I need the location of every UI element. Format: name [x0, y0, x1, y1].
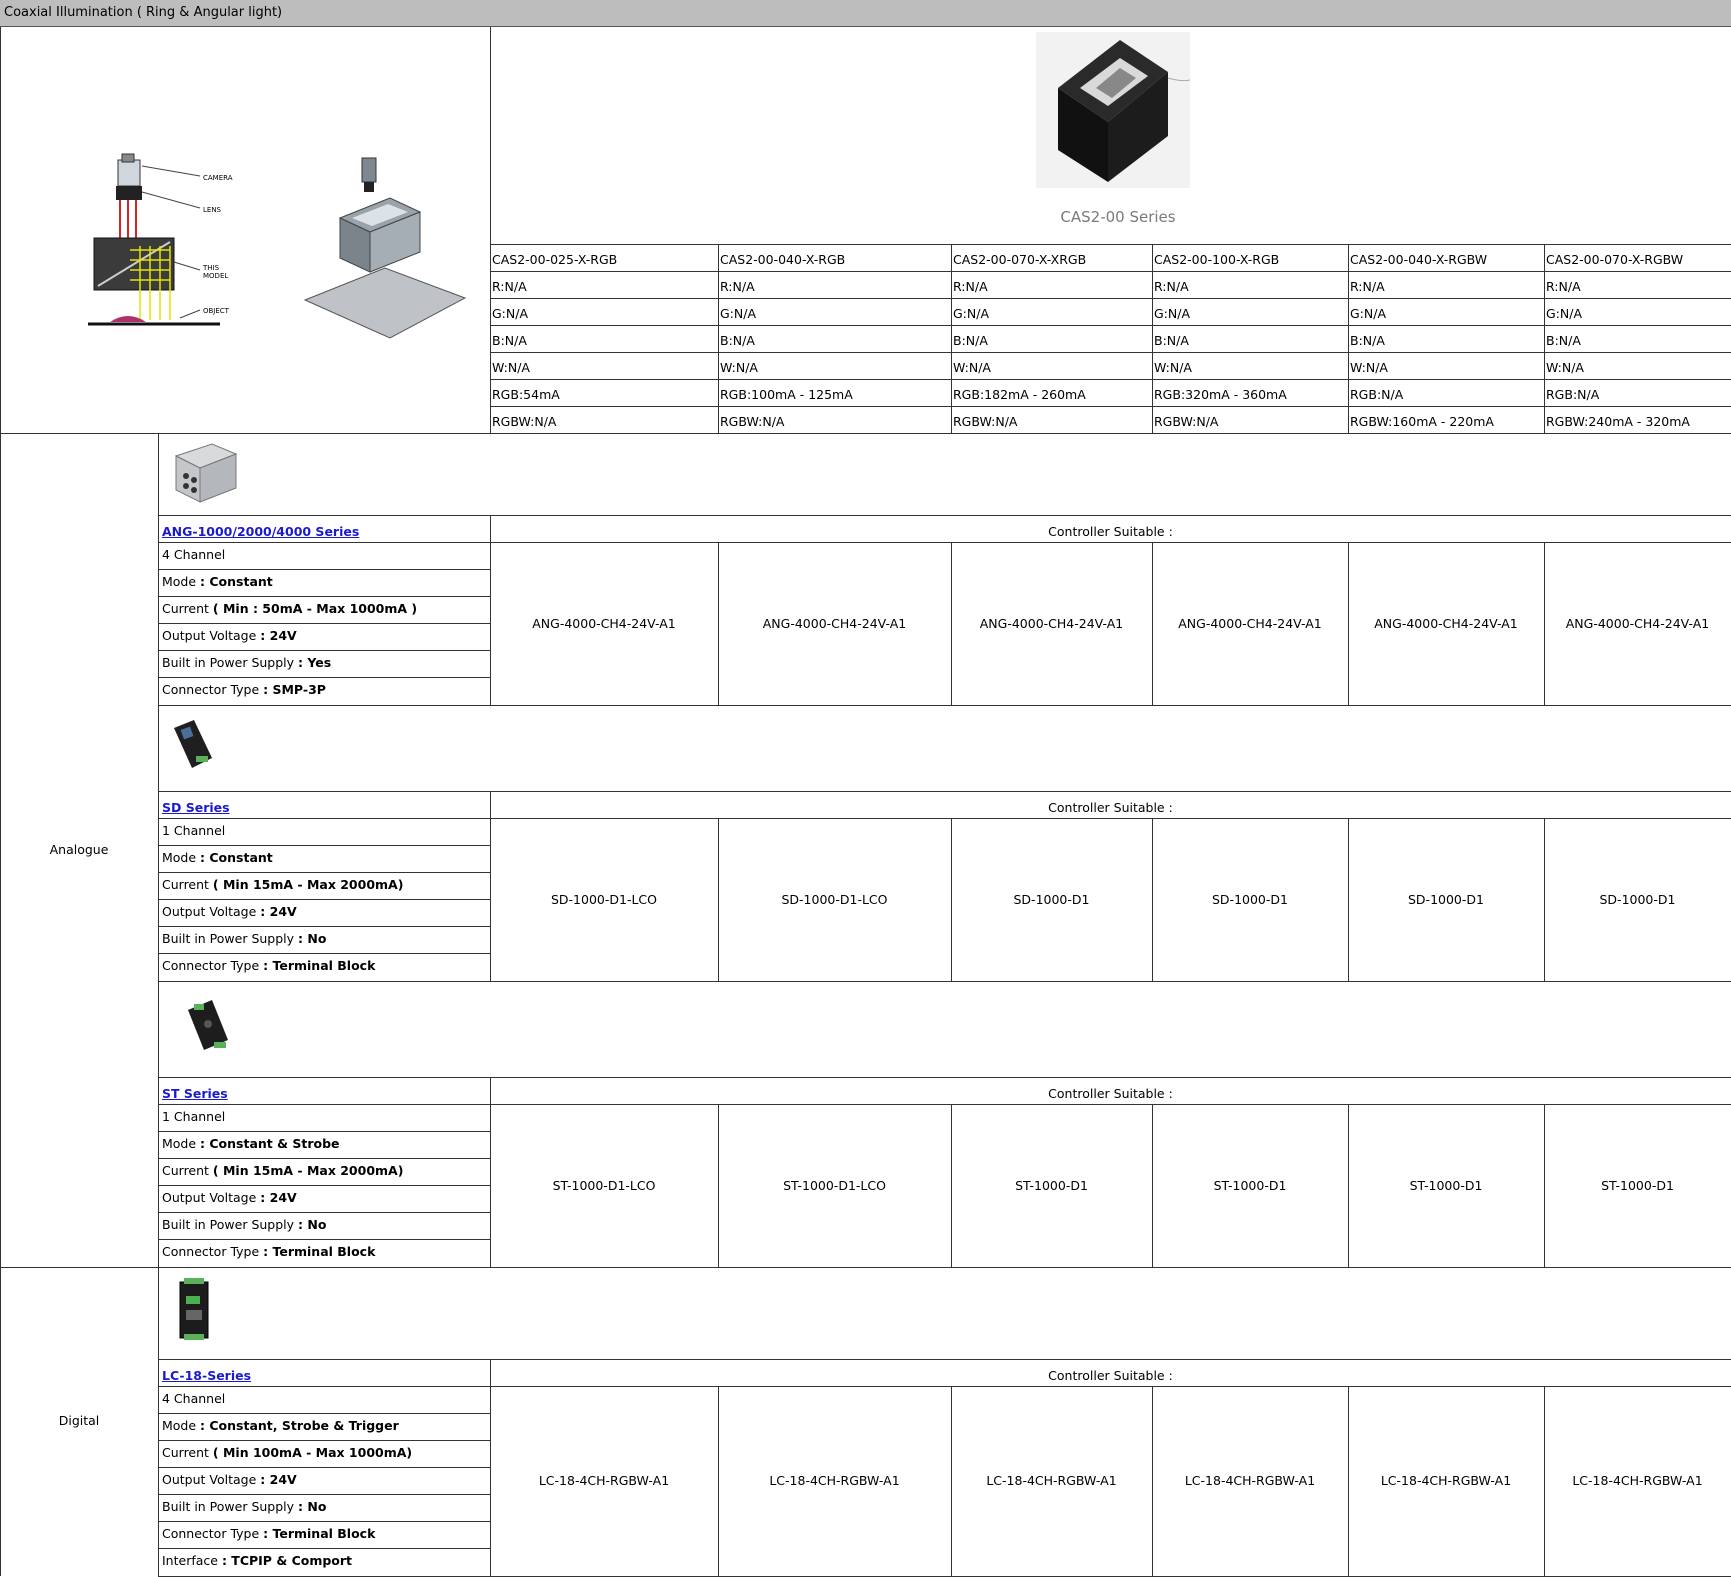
product-spec-cell: B:N/A — [1350, 333, 1385, 348]
grid-line-h — [158, 623, 490, 624]
product-spec-cell: CAS2-00-070-X-XRGB — [953, 252, 1087, 267]
controller-suitable-label: Controller Suitable : — [1048, 524, 1173, 539]
controller-suitable-label: Controller Suitable : — [1048, 1086, 1173, 1101]
grid-line-h — [158, 569, 490, 570]
product-spec-cell: G:N/A — [953, 306, 990, 321]
grid-line-h — [158, 705, 1731, 706]
spec-row — [160, 1473, 490, 1487]
grid-line-v — [490, 1077, 491, 1267]
spec-row — [160, 1110, 490, 1124]
label-lens: LENS — [203, 206, 222, 214]
spec-row — [160, 1419, 490, 1433]
spec-row — [160, 1500, 490, 1514]
product-spec-cell: R:N/A — [492, 279, 527, 294]
grid-line-h — [158, 981, 1731, 982]
spec-label: 1 Channel — [162, 1109, 226, 1124]
grid-line-h — [158, 1239, 490, 1240]
controller-model-cell: ST-1000-D1-LCO — [783, 1177, 886, 1193]
spec-label: Output Voltage — [162, 1190, 261, 1205]
spec-value: : Terminal Block — [263, 1244, 376, 1259]
group-digital: Digital — [58, 1413, 100, 1428]
product-spec-cell: CAS2-00-100-X-RGB — [1154, 252, 1280, 267]
spec-label: Connector Type — [162, 1526, 264, 1541]
spec-row — [160, 602, 490, 616]
controller-model-cell: LC-18-4CH-RGBW-A1 — [1184, 1473, 1316, 1488]
grid-line-h — [0, 433, 1731, 434]
controller-model-cell: ANG-4000-CH4-24V-A1 — [762, 615, 907, 631]
grid-line-h — [158, 1494, 490, 1495]
spec-value: : No — [298, 1217, 327, 1232]
controller-model-cell: ST-1000-D1 — [1409, 1177, 1483, 1193]
spec-row — [160, 1164, 490, 1178]
grid-line-h — [158, 1185, 490, 1186]
isometric-illustration — [305, 158, 465, 338]
spec-row — [160, 905, 490, 919]
spec-row — [160, 575, 490, 589]
controller-suitable-label: Controller Suitable : — [1048, 800, 1173, 815]
spec-row — [160, 878, 490, 892]
product-spec-cell: R:N/A — [1350, 279, 1385, 294]
spec-row — [160, 851, 490, 865]
controller-model-cell: SD-1000-D1 — [1408, 891, 1484, 907]
controller-model-cell: LC-18-4CH-RGBW-A1 — [986, 1473, 1117, 1488]
spec-label: Built in Power Supply — [162, 1499, 299, 1514]
grid-line-h — [158, 818, 1731, 819]
grid-line-h — [158, 1104, 1731, 1105]
controller-model-cell: ANG-4000-CH4-24V-A1 — [979, 615, 1124, 631]
product-spec-cell: RGBW:N/A — [953, 414, 1018, 429]
grid-line-v — [490, 791, 491, 981]
product-spec-cell: RGB:N/A — [1546, 387, 1600, 402]
grid-line-h — [158, 596, 490, 597]
spec-value: ( Min 100mA - Max 1000mA) — [212, 1445, 413, 1460]
product-spec-cell: CAS2-00-040-X-RGBW — [1350, 252, 1488, 267]
series-link[interactable]: SD Series — [162, 800, 230, 815]
product-spec-cell: RGB:N/A — [1350, 387, 1404, 402]
product-spec-cell: CAS2-00-025-X-RGB — [492, 252, 618, 267]
spec-row — [160, 629, 490, 643]
grid-line-h — [158, 1267, 1731, 1268]
sd-controller-photo — [168, 716, 216, 772]
controller-model-cell: LC-18-4CH-RGBW-A1 — [769, 1473, 900, 1488]
ang-controller-photo — [172, 442, 240, 504]
product-spec-cell: B:N/A — [720, 333, 755, 348]
spec-value: : No — [298, 1499, 327, 1514]
spec-row — [160, 1218, 490, 1232]
product-spec-cell: W:N/A — [1546, 360, 1584, 375]
product-spec-cell: R:N/A — [953, 279, 988, 294]
series-caption: CAS2-00 Series — [1060, 208, 1176, 226]
label-this-model-1: THIS — [203, 264, 220, 272]
controller-model-cell: LC-18-4CH-RGBW-A1 — [538, 1473, 670, 1488]
grid-line-h — [158, 1359, 1731, 1360]
product-spec-cell: G:N/A — [1546, 306, 1583, 321]
spec-label: Mode — [162, 574, 201, 589]
product-spec-cell: W:N/A — [492, 360, 530, 375]
controller-model-cell: SD-1000-D1-LCO — [781, 891, 888, 907]
controller-model-cell: LC-18-4CH-RGBW-A1 — [1572, 1473, 1703, 1488]
product-spec-cell: RGBW:160mA - 220mA — [1350, 414, 1494, 429]
grid-line-h — [158, 1077, 1731, 1078]
spec-row — [160, 1137, 490, 1151]
grid-line-h — [158, 1413, 490, 1414]
spec-row — [160, 1191, 490, 1205]
product-spec-cell: W:N/A — [720, 360, 758, 375]
series-link[interactable]: LC-18-Series — [162, 1368, 252, 1383]
grid-line-h — [158, 845, 490, 846]
coaxial-diagram-illustration — [70, 150, 490, 350]
spec-value: : No — [298, 931, 327, 946]
controller-model-cell: ANG-4000-CH4-24V-A1 — [1565, 615, 1710, 631]
spec-label: Connector Type — [162, 958, 264, 973]
product-spec-cell: RGBW:N/A — [492, 414, 557, 429]
schematic-diagram — [88, 154, 220, 324]
spec-value: : Yes — [298, 655, 332, 670]
grid-line-v — [0, 27, 1, 1576]
grid-line-v — [490, 515, 491, 705]
controller-model-cell: ST-1000-D1 — [1213, 1177, 1287, 1193]
product-spec-cell: G:N/A — [1154, 306, 1191, 321]
product-spec-cell: RGB:54mA — [492, 387, 560, 402]
cas2-product-photo — [1036, 32, 1190, 188]
grid-line-h — [158, 1440, 490, 1441]
grid-line-h — [158, 872, 490, 873]
spec-label: Output Voltage — [162, 904, 261, 919]
product-spec-cell: B:N/A — [1546, 333, 1581, 348]
product-spec-cell: RGBW:N/A — [720, 414, 785, 429]
product-spec-cell: R:N/A — [1546, 279, 1581, 294]
grid-line-h — [158, 677, 490, 678]
spec-label: Interface — [162, 1553, 222, 1568]
spec-row — [160, 1527, 490, 1541]
product-spec-cell: B:N/A — [492, 333, 527, 348]
product-spec-cell: RGBW:N/A — [1154, 414, 1219, 429]
spec-value: : 24V — [260, 904, 297, 919]
spec-row — [160, 548, 490, 562]
grid-line-h — [158, 1212, 490, 1213]
sheet-title: Coaxial Illumination ( Ring & Angular light) — [0, 0, 1731, 27]
product-spec-cell: CAS2-00-070-X-RGBW — [1546, 252, 1684, 267]
label-camera: CAMERA — [203, 174, 233, 182]
spec-row — [160, 1392, 490, 1406]
controller-model-cell: ST-1000-D1 — [1015, 1177, 1088, 1193]
controller-model-cell: ANG-4000-CH4-24V-A1 — [532, 615, 676, 631]
spec-label: Current — [162, 601, 213, 616]
spec-row — [160, 1245, 490, 1259]
controller-model-cell: SD-1000-D1 — [1013, 891, 1090, 907]
grid-line-h — [158, 1548, 490, 1549]
controller-model-cell: ST-1000-D1-LCO — [552, 1177, 656, 1193]
spec-value: : 24V — [260, 1190, 297, 1205]
spec-row — [160, 656, 490, 670]
controller-model-cell: ANG-4000-CH4-24V-A1 — [1374, 615, 1518, 631]
controller-suitable-label: Controller Suitable : — [1048, 1368, 1173, 1383]
spec-value: ( Min : 50mA - Max 1000mA ) — [212, 601, 418, 616]
grid-line-h — [158, 791, 1731, 792]
spec-row — [160, 683, 490, 697]
spec-value: : Constant, Strobe & Trigger — [200, 1418, 399, 1433]
product-spec-cell: CAS2-00-040-X-RGB — [720, 252, 846, 267]
spec-value: ( Min 15mA - Max 2000mA) — [212, 877, 404, 892]
spec-label: Connector Type — [162, 682, 264, 697]
spec-label: Mode — [162, 850, 201, 865]
spec-label: Built in Power Supply — [162, 931, 299, 946]
product-spec-cell: RGBW:240mA - 320mA — [1546, 414, 1690, 429]
grid-line-h — [158, 650, 490, 651]
spec-label: Current — [162, 1163, 213, 1178]
controller-model-cell: LC-18-4CH-RGBW-A1 — [1380, 1473, 1512, 1488]
st-controller-photo — [182, 996, 232, 1054]
spec-label: Built in Power Supply — [162, 1217, 299, 1232]
spec-label: Built in Power Supply — [162, 655, 299, 670]
spec-label: 1 Channel — [162, 823, 226, 838]
label-this-model-2: MODEL — [203, 272, 229, 280]
grid-line-h — [158, 542, 1731, 543]
series-link[interactable]: ST Series — [162, 1086, 228, 1101]
product-spec-cell: G:N/A — [720, 306, 757, 321]
grid-line-v — [490, 1359, 491, 1576]
grid-line-h — [158, 926, 490, 927]
grid-line-h — [158, 1158, 490, 1159]
spec-value: : Constant & Strobe — [200, 1136, 340, 1151]
grid-line-v — [158, 433, 159, 1576]
product-spec-cell: B:N/A — [1154, 333, 1189, 348]
product-spec-cell: RGB:100mA - 125mA — [720, 387, 853, 402]
spec-value: : TCPIP & Comport — [221, 1553, 353, 1568]
spec-label: Output Voltage — [162, 628, 261, 643]
spec-label: Mode — [162, 1136, 201, 1151]
grid-line-h — [158, 1521, 490, 1522]
spec-row — [160, 959, 490, 973]
series-link[interactable]: ANG-1000/2000/4000 Series — [162, 524, 360, 539]
spec-row — [160, 1554, 490, 1568]
product-spec-cell: W:N/A — [1154, 360, 1192, 375]
spec-value: : Terminal Block — [263, 958, 376, 973]
label-object: OBJECT — [203, 307, 229, 315]
spec-value: : Terminal Block — [263, 1526, 376, 1541]
controller-model-cell: SD-1000-D1-LCO — [550, 891, 657, 907]
controller-model-cell: SD-1000-D1 — [1212, 891, 1288, 907]
spec-row — [160, 1446, 490, 1460]
grid-line-h — [158, 1467, 490, 1468]
spec-value: ( Min 15mA - Max 2000mA) — [212, 1163, 404, 1178]
grid-line-h — [158, 515, 1731, 516]
spec-label: 4 Channel — [162, 547, 226, 562]
spec-label: Current — [162, 877, 213, 892]
product-spec-cell: G:N/A — [1350, 306, 1387, 321]
spec-row — [160, 932, 490, 946]
grid-line-h — [158, 953, 490, 954]
grid-line-h — [158, 1131, 490, 1132]
spec-row — [160, 824, 490, 838]
spec-label: Connector Type — [162, 1244, 264, 1259]
spec-value: : 24V — [260, 628, 297, 643]
spec-value: : 24V — [260, 1472, 297, 1487]
group-analogue: Analogue — [49, 842, 109, 857]
spec-value: : Constant — [200, 850, 273, 865]
controller-model-cell: ANG-4000-CH4-24V-A1 — [1178, 615, 1322, 631]
controller-model-cell: ST-1000-D1 — [1601, 1177, 1674, 1193]
product-spec-cell: B:N/A — [953, 333, 988, 348]
product-spec-cell: RGB:182mA - 260mA — [953, 387, 1086, 402]
product-spec-cell: G:N/A — [492, 306, 529, 321]
grid-line-h — [158, 1386, 1731, 1387]
lc18-controller-photo — [174, 1276, 214, 1342]
spec-value: : Constant — [200, 574, 273, 589]
grid-line-h — [158, 899, 490, 900]
product-spec-cell: W:N/A — [953, 360, 991, 375]
spec-value: : SMP-3P — [263, 682, 326, 697]
spec-label: Current — [162, 1445, 213, 1460]
spec-label: Output Voltage — [162, 1472, 261, 1487]
controller-model-cell: SD-1000-D1 — [1599, 891, 1676, 907]
product-spec-cell: RGB:320mA - 360mA — [1154, 387, 1287, 402]
spec-label: Mode — [162, 1418, 201, 1433]
product-spec-cell: W:N/A — [1350, 360, 1388, 375]
product-spec-cell: R:N/A — [720, 279, 755, 294]
spec-label: 4 Channel — [162, 1391, 226, 1406]
product-spec-cell: R:N/A — [1154, 279, 1189, 294]
